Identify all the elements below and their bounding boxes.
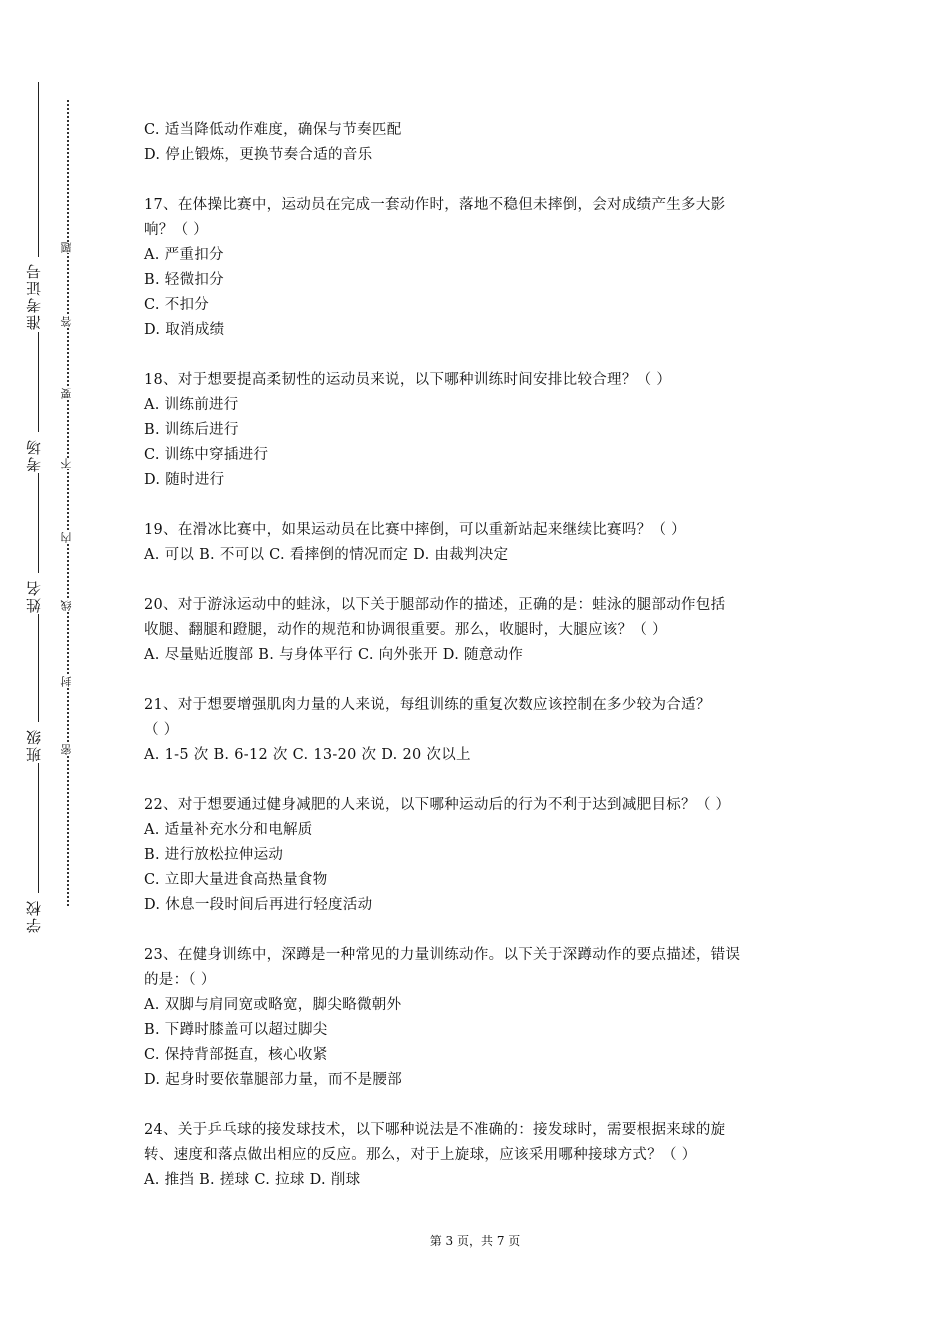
options-inline: A. 推挡 B. 搓球 C. 拉球 D. 削球 xyxy=(144,1172,361,1188)
question-stem: 19、在滑冰比赛中，如果运动员在比赛中摔倒，可以重新站起来继续比赛吗？（ ） xyxy=(144,522,686,538)
option-c: C. 立即大量进食高热量食物 xyxy=(144,872,328,888)
seal-char: 密 xyxy=(60,744,73,755)
question-22 xyxy=(144,793,814,918)
option-b: B. 下蹲时膝盖可以超过脚尖 xyxy=(144,1022,328,1038)
question-24 xyxy=(144,1118,814,1193)
seal-char: 内 xyxy=(60,532,73,543)
option-b: B. 轻微扣分 xyxy=(144,272,224,288)
option-d: D. 休息一段时间后再进行轻度活动 xyxy=(144,897,373,913)
question-stem: 17、在体操比赛中，运动员在完成一套动作时，落地不稳但未摔倒，会对成绩产生多大影 xyxy=(144,197,726,213)
option-d: D. 随时进行 xyxy=(144,472,225,488)
option-d: D. 停止锻炼，更换节奏合适的音乐 xyxy=(144,147,373,163)
question-stem: （ ） xyxy=(144,722,179,738)
option-a: A. 严重扣分 xyxy=(144,247,224,263)
seal-dotted-line xyxy=(67,100,69,906)
seal-char: 不 xyxy=(60,458,73,469)
seal-char: 线 xyxy=(60,600,73,611)
binding-label-exam-number: 准考证号 xyxy=(25,262,43,330)
question-stem: 24、关于乒乓球的接发球技术，以下哪种说法是不准确的：接发球时，需要根据来球的旋 xyxy=(144,1122,726,1138)
question-stem: 的是：（ ） xyxy=(144,972,216,988)
question-stem: 23、在健身训练中，深蹲是一种常见的力量训练动作。以下关于深蹲动作的要点描述，错误 xyxy=(144,947,741,963)
question-list xyxy=(144,118,814,1218)
question-16-tail xyxy=(144,118,814,168)
option-a: A. 训练前进行 xyxy=(144,397,239,413)
seal-char: 封 xyxy=(60,676,73,687)
option-c: C. 保持背部挺直，核心收紧 xyxy=(144,1047,328,1063)
binding-line xyxy=(38,82,39,257)
question-stem: 21、对于想要增强肌肉力量的人来说，每组训练的重复次数应该控制在多少较为合适？ xyxy=(144,697,711,713)
option-d: D. 起身时要依靠腿部力量，而不是腰部 xyxy=(144,1072,403,1088)
question-stem: 响？（ ） xyxy=(144,222,209,238)
option-a: A. 适量补充水分和电解质 xyxy=(144,822,313,838)
options-inline: A. 可以 B. 不可以 C. 看摔倒的情况而定 D. 由裁判决定 xyxy=(144,547,509,563)
binding-label-name: 姓名 xyxy=(25,579,43,613)
question-20 xyxy=(144,593,814,668)
binding-line xyxy=(38,332,39,432)
option-a: A. 双脚与肩同宽或略宽，脚尖略微朝外 xyxy=(144,997,402,1013)
seal-char: 题 xyxy=(60,242,73,253)
options-inline: A. 尽量贴近腹部 B. 与身体平行 C. 向外张开 D. 随意动作 xyxy=(144,647,524,663)
question-stem: 18、对于想要提高柔韧性的运动员来说，以下哪种训练时间安排比较合理？（ ） xyxy=(144,372,672,388)
seal-char: 要 xyxy=(60,388,73,399)
seal-char: 答 xyxy=(60,316,73,327)
option-c: C. 适当降低动作难度，确保与节奏匹配 xyxy=(144,122,402,138)
question-19 xyxy=(144,518,814,568)
option-b: B. 训练后进行 xyxy=(144,422,239,438)
binding-label-school: 学校 xyxy=(25,899,43,933)
binding-line xyxy=(38,473,39,573)
question-18 xyxy=(144,368,814,493)
binding-label-exam-room: 考场 xyxy=(25,438,43,472)
binding-label-class: 班级 xyxy=(25,728,43,762)
option-d: D. 取消成绩 xyxy=(144,322,225,338)
question-17 xyxy=(144,193,814,343)
question-stem: 20、对于游泳运动中的蛙泳，以下关于腿部动作的描述，正确的是：蛙泳的腿部动作包括 xyxy=(144,597,726,613)
question-stem: 22、对于想要通过健身减肥的人来说，以下哪种运动后的行为不利于达到减肥目标？（ ） xyxy=(144,797,731,813)
option-b: B. 进行放松拉伸运动 xyxy=(144,847,284,863)
question-23 xyxy=(144,943,814,1093)
question-21 xyxy=(144,693,814,768)
binding-line xyxy=(38,763,39,893)
option-c: C. 训练中穿插进行 xyxy=(144,447,269,463)
question-stem: 收腿、翻腿和蹬腿，动作的规范和协调很重要。那么，收腿时，大腿应该？（ ） xyxy=(144,622,667,638)
option-c: C. 不扣分 xyxy=(144,297,210,313)
page-footer: 第 3 页，共 7 页 xyxy=(429,1234,521,1248)
options-inline: A. 1-5 次 B. 6-12 次 C. 13-20 次 D. 20 次以上 xyxy=(144,747,471,763)
question-stem: 转、速度和落点做出相应的反应。那么，对于上旋球，应该采用哪种接球方式？（ ） xyxy=(144,1147,697,1163)
binding-line xyxy=(38,614,39,722)
